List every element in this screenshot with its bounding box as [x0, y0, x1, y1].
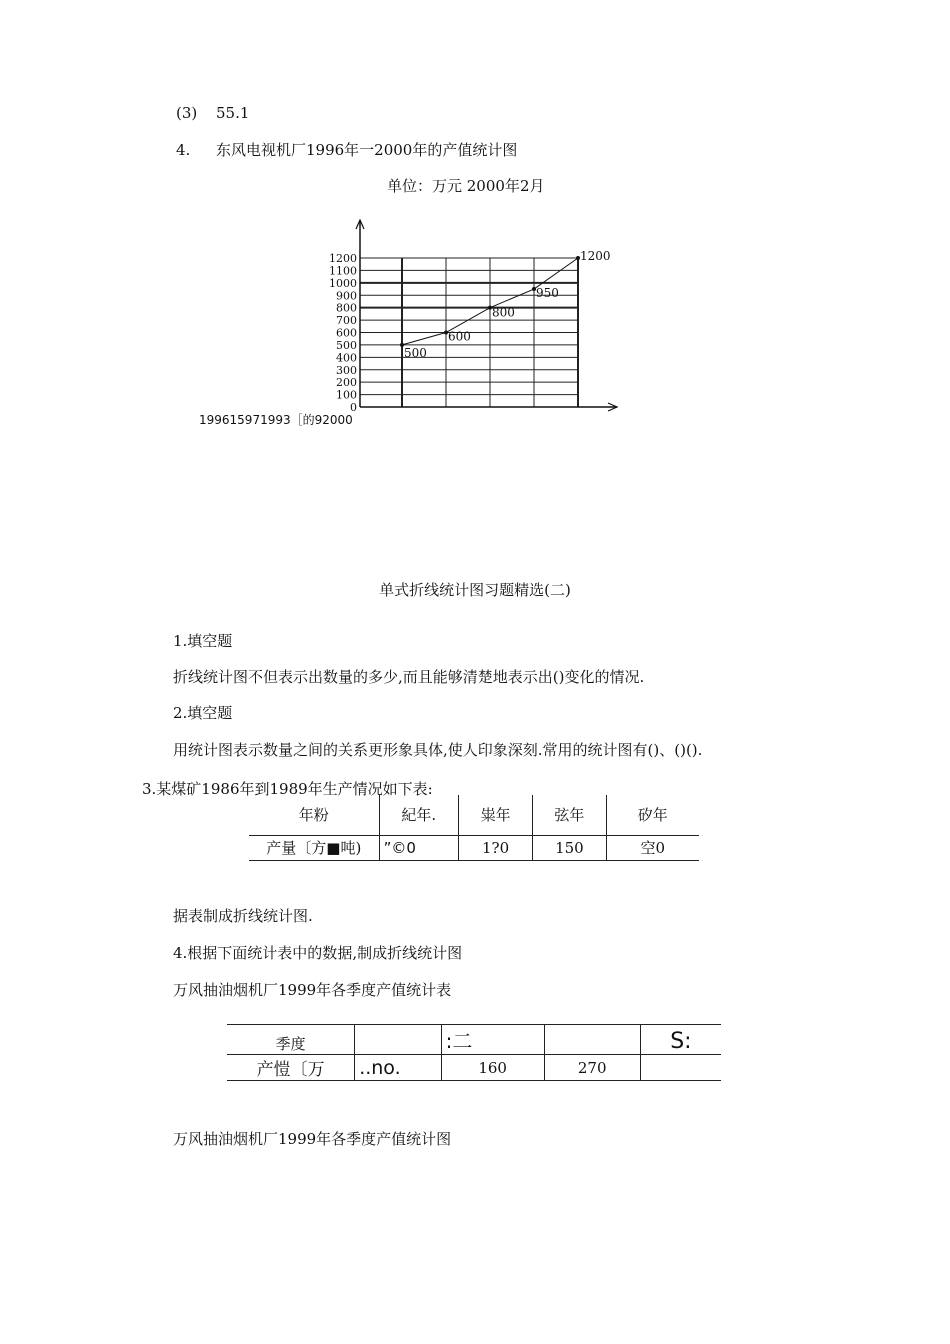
data-label: 800: [492, 305, 515, 320]
table-cell: [544, 1025, 640, 1055]
data-label: 500: [404, 345, 427, 360]
table-cell: S:: [640, 1025, 721, 1055]
table-header-row: [227, 1025, 721, 1055]
y-tick-label: 800: [336, 301, 357, 315]
table-cell: ”©0: [379, 835, 458, 860]
y-tick-label: 300: [336, 363, 357, 377]
item4-number: 4.: [176, 141, 191, 159]
table-cell: 季度: [227, 1025, 355, 1055]
y-tick-label: 1100: [329, 264, 357, 278]
q1-text: 折线统计图不但表示出数量的多少,而且能够清楚地表示出()变化的情况.: [173, 668, 645, 686]
y-tick-label: 900: [336, 289, 357, 303]
data-label: 950: [536, 286, 559, 301]
table-cell: 1?0: [458, 835, 532, 860]
y-tick-label: 500: [336, 338, 357, 352]
q4-chart-title: 万风抽油烟机厂1999年各季度产值统计图: [173, 1130, 452, 1148]
table-cell: 粜年: [458, 795, 532, 835]
y-tick-label: 0: [350, 401, 357, 414]
y-tick-label: 1200: [329, 252, 357, 265]
q3-instruction: 据表制成折线统计图.: [173, 907, 313, 925]
item3-value: 55.1: [216, 104, 250, 122]
table-cell: 270: [544, 1055, 640, 1081]
item3-number: (3): [176, 104, 198, 122]
y-tick-label: 700: [336, 314, 357, 328]
section-title-text: 单式折线统计图习题精选(二): [379, 581, 571, 599]
q1-heading: 1.填空题: [173, 632, 233, 650]
coal-production-table: [249, 795, 699, 861]
table-row: [249, 835, 699, 860]
production-line-chart: [320, 215, 630, 420]
table-cell: 年粉: [249, 795, 379, 835]
y-tick-label: 1000: [329, 276, 357, 290]
table-cell: 150: [533, 835, 606, 860]
table-cell: 矽年: [606, 795, 699, 835]
table-cell: [355, 1025, 441, 1055]
q2-heading: 2.填空题: [173, 704, 233, 722]
table-row: [227, 1055, 721, 1081]
q2-text: 用统计图表示数量之间的关系更形象具体,使人印象深刻.常用的统计图有()、()().: [173, 741, 703, 759]
y-tick-label: 600: [336, 326, 357, 340]
y-tick-label: 100: [336, 388, 357, 402]
table-cell: 产愷〔万: [227, 1055, 355, 1081]
table-cell: :二: [441, 1025, 544, 1055]
data-label: 600: [448, 329, 471, 344]
q3-text: 3.某煤矿1986年到1989年生产情况如下表:: [142, 780, 433, 798]
quarterly-output-table: [227, 1024, 721, 1081]
table-header-row: [249, 795, 699, 835]
q4-table-title: 万风抽油烟机厂1999年各季度产值统计表: [173, 981, 452, 999]
y-tick-label: 200: [336, 376, 357, 390]
item4-chart-title: 东风电视机厂1996年一2000年的产值统计图: [216, 141, 518, 159]
table-cell: [640, 1055, 721, 1081]
table-cell: ..no.: [355, 1055, 441, 1081]
y-tick-label: 400: [336, 351, 357, 365]
section-title: [0, 581, 950, 599]
table-cell: 紀年.: [379, 795, 458, 835]
table-cell: 160: [441, 1055, 544, 1081]
table-cell: 产量〔方■吨): [249, 835, 379, 860]
table-cell: 空0: [606, 835, 699, 860]
q4-heading: 4.根据下面统计表中的数据,制成折线统计图: [173, 944, 463, 962]
data-label: 1200: [580, 249, 611, 263]
chart-unit-line: 单位：万元 2000年2月: [387, 177, 545, 195]
x-axis-labels-garbled: 199615971993［的92000: [199, 413, 353, 427]
table-cell: 弦年: [533, 795, 606, 835]
